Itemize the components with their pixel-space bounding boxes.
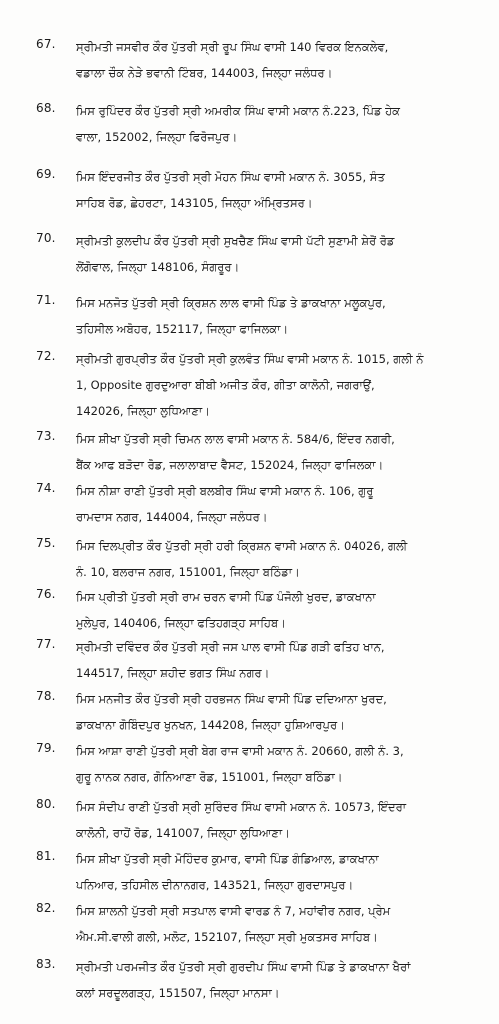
entry-number: 77.	[36, 637, 56, 651]
entry-line: ਸ੍ਰੀਮਤੀ ਜਸਵੀਰ ਕੌਰ ਪੁੱਤਰੀ ਸ੍ਰੀ ਰੂਪ ਸਿੰਘ ਵਾਸੀ 140 ਵਿਰਕ ਇਨਕਲੇਵ,	[76, 40, 389, 54]
entry-line: ਮਿਸ ਰੁਪਿੰਦਰ ਕੌਰ ਪੁੱਤਰੀ ਸ੍ਰੀ ਅਮਰੀਕ ਸਿੰਘ ਵਾਸੀ ਮਕਾਨ ਨੰ.223, ਪਿੰਡ ਹੇਕ	[76, 104, 400, 118]
entry-line: ਨੰ. 10, ਬਲਰਾਜ ਨਗਰ, 151001, ਜਿਲ੍ਹਾ ਬਠਿੰਡਾ।	[76, 565, 300, 579]
entry-number: 72.	[36, 349, 56, 363]
entry-line: ਗੁਰੂ ਨਾਨਕ ਨਗਰ, ਗੋਨਿਆਣਾ ਰੋਡ, 151001, ਜਿਲ੍ਹਾ ਬਠਿੰਡਾ।	[76, 770, 343, 784]
entry-number: 70.	[36, 231, 56, 245]
entry-text	[76, 954, 472, 1006]
entry-text	[76, 164, 472, 216]
entry-line: ਮਿਸ ਦਿਲਪ੍ਰੀਤ ਕੌਰ ਪੁੱਤਰੀ ਸ੍ਰੀ ਹਰੀ ਕ੍ਰਿਸ਼ਨ ਵਾਸੀ ਮਕਾਨ ਨੰ. 04026, ਗਲੀ	[76, 539, 408, 553]
entry-number: 80.	[36, 797, 56, 811]
entry-line: ਮਿਸ ਸ਼ਾਲਨੀ ਪੁੱਤਰੀ ਸ੍ਰੀ ਸਤਪਾਲ ਵਾਸੀ ਵਾਰਡ ਨੰ 7, ਮਹਾਂਵੀਰ ਨਗਰ, ਪ੍ਰੇਮ	[76, 904, 391, 918]
entry-line: ਸ੍ਰੀਮਤੀ ਗੁਰਪ੍ਰੀਤ ਕੌਰ ਪੁੱਤਰੀ ਸ੍ਰੀ ਕੁਲਵੰਤ ਸਿੰਘ ਵਾਸੀ ਮਕਾਨ ਨੰ. 1015, ਗਲੀ ਨੰ	[76, 352, 424, 366]
entry-text	[76, 634, 472, 686]
entry-text	[76, 898, 472, 950]
entry-line: ਸ੍ਰੀਮਤੀ ਕੁਲਦੀਪ ਕੌਰ ਪੁੱਤਰੀ ਸ੍ਰੀ ਸੁਖਚੈਣ ਸਿੰਘ ਵਾਸੀ ਪੱਟੀ ਸੁਣਾਮੀ ਸ਼ੇਰੋਂ ਰੋਡ	[76, 234, 395, 248]
entry-line: ਮਿਸ ਸ਼ੀਖਾ ਪੁੱਤਰੀ ਸ੍ਰੀ ਚਿਮਨ ਲਾਲ ਵਾਸੀ ਮਕਾਨ ਨੰ. 584/6, ਇੰਦਰ ਨਗਰੀ,	[76, 432, 395, 446]
entry-text	[76, 228, 472, 280]
entry-line: ਪਨਿਆਰ, ਤਹਿਸੀਲ ਦੀਨਾਨਗਰ, 143521, ਜਿਲ੍ਹਾ ਗੁਰਦਾਸਪੁਰ।	[76, 878, 354, 892]
entry-line: 144517, ਜਿਲ੍ਹਾ ਸ਼ਹੀਦ ਭਗਤ ਸਿੰਘ ਨਗਰ।	[76, 666, 270, 680]
entry-line: 142026, ਜਿਲ੍ਹਾ ਲੁਧਿਆਣਾ।	[76, 404, 210, 418]
entry-number: 68.	[36, 101, 56, 115]
entry-number: 75.	[36, 536, 56, 550]
entry-number: 71.	[36, 293, 56, 307]
entry-line: ਵਡਾਲਾ ਚੌਕ ਨੇੜੇ ਭਵਾਨੀ ਟਿੰਬਰ, 144003, ਜਿਲ੍ਹਾ ਜਲੰਧਰ।	[76, 66, 333, 80]
entry-line: ਲੋਂਗੋਵਾਲ, ਜਿਲ੍ਹਾ 148106, ਸੰਗਰੂਰ।	[76, 260, 240, 274]
entry-line: ਮਿਸ ਆਸ਼ਾ ਰਾਣੀ ਪੁੱਤਰੀ ਸ੍ਰੀ ਬੇਗ ਰਾਜ ਵਾਸੀ ਮਕਾਨ ਨੰ. 20660, ਗਲੀ ਨੰ. 3,	[76, 744, 404, 758]
entry-line: ਕਾਲੋਨੀ, ਰਾਹੋਂ ਰੋਡ, 141007, ਜਿਲ੍ਹਾ ਲੁਧਿਆਣਾ।	[76, 826, 290, 840]
entry-text	[76, 794, 472, 846]
entry-number: 83.	[36, 957, 56, 971]
entry-line: 1, Opposite ਗੁਰਦੁਆਰਾ ਬੀਬੀ ਅਜੀਤ ਕੌਰ, ਗੀਤਾ ਕਾਲੋਨੀ, ਜਗਰਾਉਂ,	[76, 378, 375, 392]
entry-line: ਕਲਾਂ ਸਰਦੂਲਗੜ੍ਹ, 151507, ਜਿਲ੍ਹਾ ਮਾਨਸਾ।	[76, 986, 280, 1000]
entry-number: 67.	[36, 37, 56, 51]
entry-number: 81.	[36, 849, 56, 863]
entry-number: 76.	[36, 587, 56, 601]
entry-line: ਮਿਸ ਮਨਜੀਤ ਕੌਰ ਪੁੱਤਰੀ ਸ੍ਰੀ ਹਰਭਜਨ ਸਿੰਘ ਵਾਸੀ ਪਿੰਡ ਦਦਿਆਨਾ ਖੁਰਦ,	[76, 692, 387, 706]
entry-text	[76, 846, 472, 898]
entry-line: ਮਿਸ ਇੰਦਰਜੀਤ ਕੌਰ ਪੁੱਤਰੀ ਸ੍ਰੀ ਮੋਹਨ ਸਿੰਘ ਵਾਸੀ ਮਕਾਨ ਨੰ. 3055, ਸੰਤ	[76, 170, 385, 184]
entry-text	[76, 346, 472, 424]
entry-line: ਐਮ.ਸੀ.ਵਾਲੀ ਗਲੀ, ਮਲੋਟ, 152107, ਜਿਲ੍ਹਾ ਸ੍ਰੀ ਮੁਕਤਸਰ ਸਾਹਿਬ।	[76, 930, 378, 944]
entry-line: ਬੈਂਕ ਆਫ ਬੜੋਦਾ ਰੋਡ, ਜਲਾਲਾਬਾਦ ਵੈਸਟ, 152024, ਜਿਲ੍ਹਾ ਫਾਜਿਲਕਾ।	[76, 458, 384, 472]
entry-text	[76, 686, 472, 738]
entry-line: ਮਿਸ ਸ਼ੀਖਾ ਪੁੱਤਰੀ ਸ੍ਰੀ ਮੋਹਿੰਦਰ ਕੁਮਾਰ, ਵਾਸੀ ਪਿੰਡ ਗੰਡਿਆਲ, ਡਾਕਖਾਨਾ	[76, 852, 379, 866]
entry-text	[76, 426, 472, 478]
entry-line: ਸ੍ਰੀਮਤੀ ਪਰਮਜੀਤ ਕੌਰ ਪੁੱਤਰੀ ਸ੍ਰੀ ਗੁਰਦੀਪ ਸਿੰਘ ਵਾਸੀ ਪਿੰਡ ਤੇ ਡਾਕਖਾਨਾ ਖੈਰਾਂ	[76, 960, 411, 974]
entry-number: 82.	[36, 901, 56, 915]
entry-line: ਸਾਹਿਬ ਰੋਡ, ਛੇਹਰਟਾ, 143105, ਜਿਲ੍ਹਾ ਅੰਮ੍ਰਿਤਸਰ।	[76, 196, 313, 210]
entry-text	[76, 290, 472, 342]
entry-text	[76, 533, 472, 585]
entry-line: ਸ੍ਰੀਮਤੀ ਦਵਿੰਦਰ ਕੌਰ ਪੁੱਤਰੀ ਸ੍ਰੀ ਜਸ ਪਾਲ ਵਾਸੀ ਪਿੰਡ ਗੜੀ ਫਤਿਹ ਖਾਨ,	[76, 640, 385, 654]
entry-line: ਮਿਸ ਪ੍ਰੀਤੀ ਪੁੱਤਰੀ ਸ੍ਰੀ ਰਾਮ ਚਰਨ ਵਾਸੀ ਪਿੰਡ ਪੰਜੋਲੀ ਖੁਰਦ, ਡਾਕਖਾਨਾ	[76, 590, 376, 604]
entry-text	[76, 34, 472, 86]
entry-number: 73.	[36, 429, 56, 443]
entry-number: 79.	[36, 741, 56, 755]
entry-text	[76, 478, 472, 530]
entry-text	[76, 738, 472, 790]
entry-text	[76, 584, 472, 636]
entry-line: ਮਿਸ ਸੰਦੀਪ ਰਾਣੀ ਪੁੱਤਰੀ ਸ੍ਰੀ ਸੁਰਿੰਦਰ ਸਿੰਘ ਵਾਸੀ ਮਕਾਨ ਨੰ. 10573, ਇੰਦਰਾ	[76, 800, 407, 814]
entry-line: ਰਾਮਦਾਸ ਨਗਰ, 144004, ਜਿਲ੍ਹਾ ਜਲੰਧਰ।	[76, 510, 268, 524]
entry-line: ਵਾਲਾ, 152002, ਜਿਲ੍ਹਾ ਫਿਰੋਜਪੁਰ।	[76, 130, 238, 144]
entry-text	[76, 98, 472, 150]
entry-line: ਮੁਲੇਪੁਰ, 140406, ਜਿਲ੍ਹਾ ਫਤਿਹਗੜ੍ਹ ਸਾਹਿਬ।	[76, 616, 286, 630]
entry-number: 74.	[36, 481, 56, 495]
entry-line: ਮਿਸ ਨੀਸ਼ਾ ਰਾਣੀ ਪੁੱਤਰੀ ਸ੍ਰੀ ਬਲਬੀਰ ਸਿੰਘ ਵਾਸੀ ਮਕਾਨ ਨੰ. 106, ਗੁਰੂ	[76, 484, 374, 498]
entry-line: ਤਹਿਸੀਲ ਅਬੋਹਰ, 152117, ਜਿਲ੍ਹਾ ਫਾਜਿਲਕਾ।	[76, 322, 289, 336]
entry-line: ਡਾਕਖਾਨਾ ਗੋਬਿੰਦਪੁਰ ਖੁਨਖਨ, 144208, ਜਿਲ੍ਹਾ ਹੁਸ਼ਿਆਰਪੁਰ।	[76, 718, 345, 732]
entry-line: ਮਿਸ ਮਨਜੋਤ ਪੁੱਤਰੀ ਸ੍ਰੀ ਕ੍ਰਿਸ਼ਨ ਲਾਲ ਵਾਸੀ ਪਿੰਡ ਤੇ ਡਾਕਖਾਨਾ ਮਲੂਕਪੁਰ,	[76, 296, 386, 310]
entry-number: 78.	[36, 689, 56, 703]
entry-number: 69.	[36, 167, 56, 181]
